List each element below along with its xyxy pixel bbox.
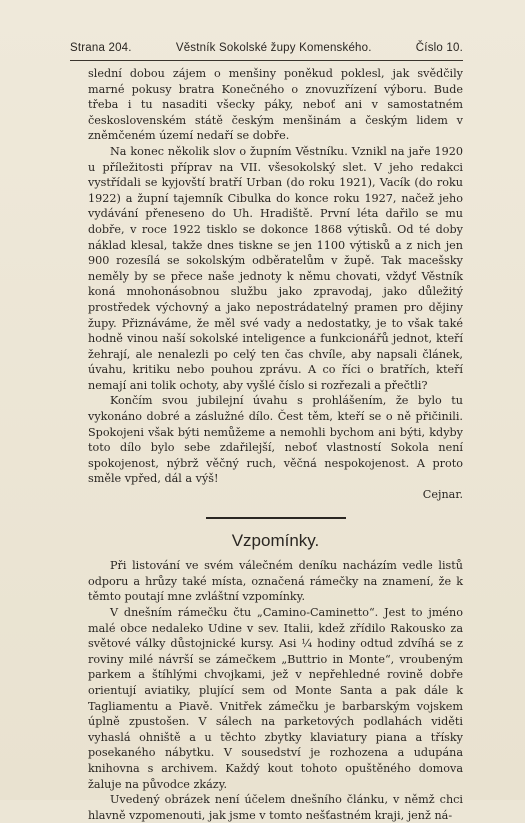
article2-title: Vzpomínky.	[231, 530, 320, 550]
article1-paragraph-2: Na konec několik slov o župním Věstníku. Vznikl na jaře 1920 u příležitosti příprav na VII. všesokolský slet. V jeho redakci vystřídali se kyjovští bratří Urban (do roku 1921), Vacík (do roku 1922) a župní tajemník Cibulka do konce roku 1927, načež jeho vydávání přeneseno do Uh. Hradiště. První léta dařilo se mu dobře, v roce 1922 tisklo se dokonce 1868 výtisků. Od té doby náklad klesal, takže dnes tiskne se jen 1100 výtisků a z nich jen 900 rozesílá se sokolským odběratelům v župě. Tak macešsky neměly by se přece naše jednoty k němu chovati, vždyť Věstník koná mnohonásobnou službu jako zpravodaj, jako důležitý prostředek výchovný a jako nepostrádatelný pramen pro dějiny župy. Přiznáváme, že měl své vady a nedostatky, je to však také hodně vinou naší sokolské inteligence a funkcionářů jednot, kteří žehrají, ale nenalezli po celý ten čas chvíle, aby napsali článek, úvahu, kritiku nebo pouhou zprávu. A co říci o bratřích, kteří nemají ani tolik ochoty, aby vyšlé číslo si rozřezali a přečtli?	[88, 144, 463, 392]
article2-paragraph-1: Při listování ve svém válečném deníku nacházím vedle listů odporu a hrůzy také místa, označená rámečky na znamení, že k těmto poutají mne zvláštní vzpomínky.	[88, 559, 463, 604]
signature-line	[88, 487, 463, 503]
article2-paragraph-2: V dnešním rámečku čtu „Camino-Caminetto“. Jest to jméno malé obce nedaleko Udine v sev. Italii, kdež zřídilo Rakousko za světové války důstojnické kursy. Asi ¼ hodiny odtud zdvíhá se z roviny milé návrší se zámečkem „Buttrio in Monte“, vroubeným parkem a štíhlými chvojkami, jež v nepřehledné rovině dobře orientují aviatiky, plující sem od Monte Santa a pak dále k Tagliamentu a Piavě. Vnitřek zámečku je barbarským vojskem úplně zpustošen. V sálech na parketových podlahách viděti vyhaslá ohniště a u těchto zbytky klaviatury piana a třísky posekaného nábytku. V sousedství je rozhozena a udupána knihovna s archivem. Každý kout tohoto opuštěného domova žaluje na původce zkázy.	[88, 606, 463, 791]
article1-paragraph-3: Končím svou jubilejní úvahu s prohlášením, že bylo tu vykonáno dobré a záslužné dílo. Čest těm, kteří se o ně přičinili. Spokojeni však býti nemůžeme a nemohli bychom ani býti, kdyby toto dílo bylo sebe zdařilejší, neboť vlastností Sokola není spokojenost, nýbrž věčný ruch, věčná nespokojenost. A proto směle vpřed, dál a výš!	[88, 394, 463, 486]
page-number: Strana 204.	[70, 42, 132, 54]
journal-title: Věstník Sokolské župy Komenského.	[175, 42, 372, 54]
section-divider	[206, 517, 346, 519]
article2-paragraph-3: Uvedený obrázek není účelem dnešního článku, v němž chci hlavně vzpomenouti, jak jsme v tomto nešťastném kraji, jenž ná-	[88, 793, 463, 822]
running-header	[70, 42, 463, 54]
article1-signature: Cejnar.	[422, 488, 463, 502]
header-rule	[70, 60, 463, 61]
article1-paragraph-1: slední dobou zájem o menšiny poněkud poklesl, jak svědčily marné pokusy bratra Konečného o znovuzřízení výboru. Bude třeba i tu nasaditi všecky páky, neboť ani v samostatném československém státě českým menšinám a českým lidem v zněmčeném území nedaří se dobře.	[88, 67, 463, 143]
issue-number: Číslo 10.	[415, 42, 463, 54]
page-body	[88, 66, 463, 823]
